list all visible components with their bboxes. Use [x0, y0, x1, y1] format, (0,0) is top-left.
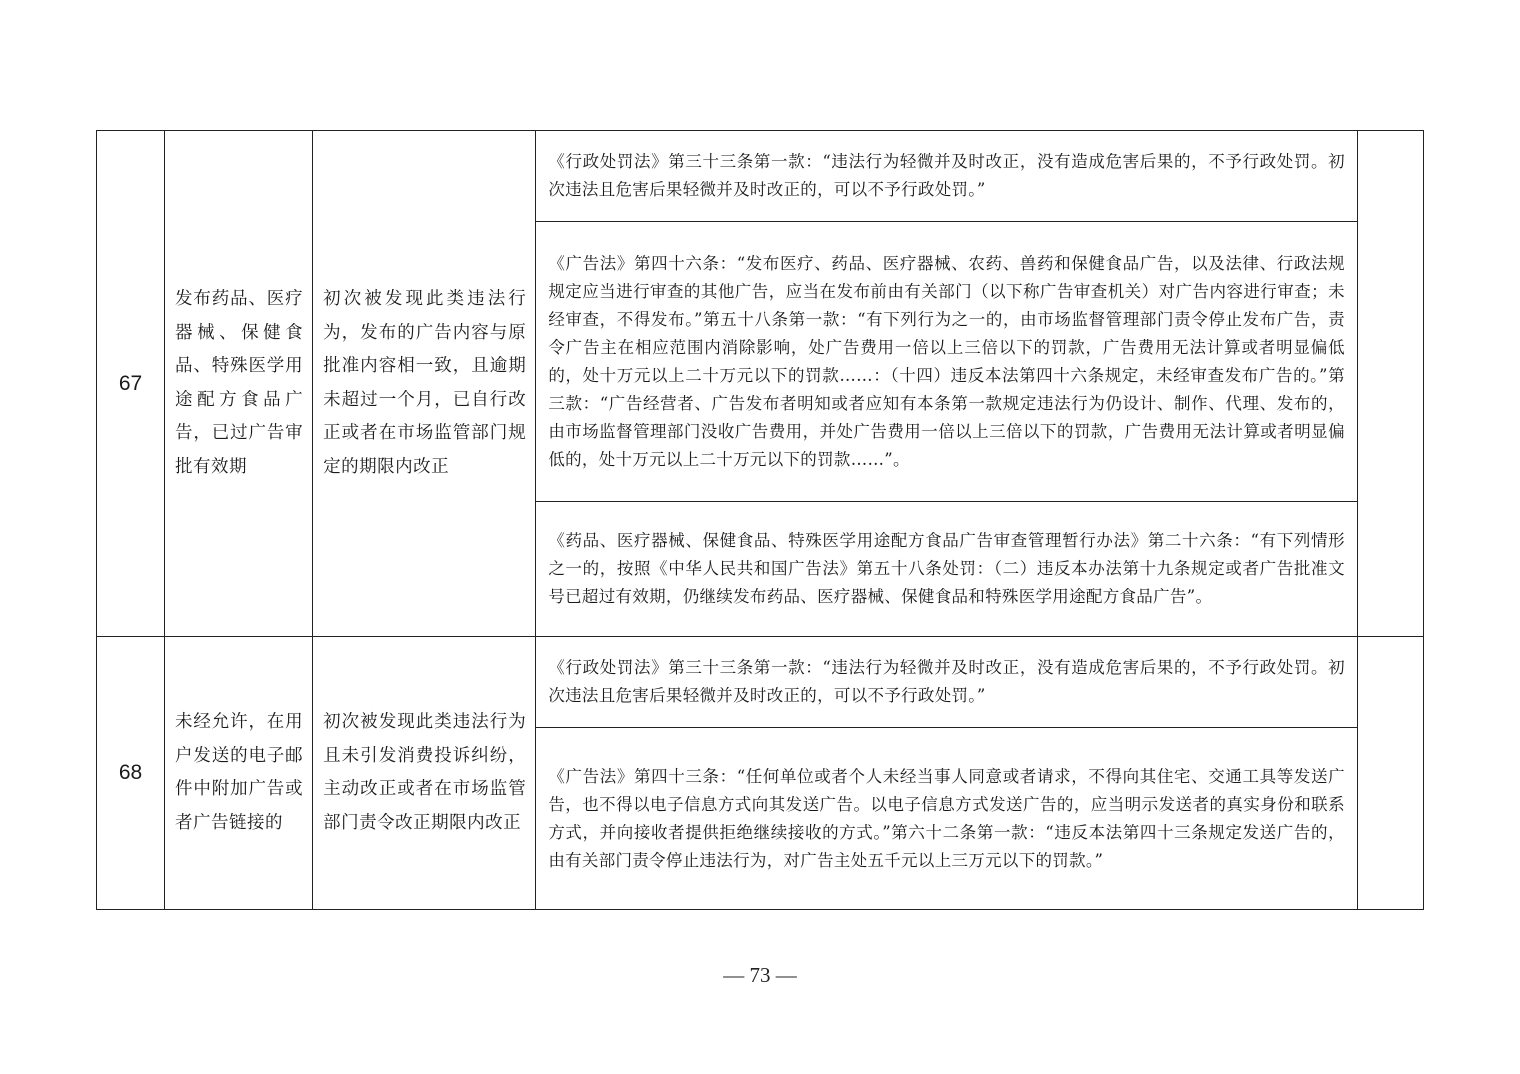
remarks-cell	[1357, 131, 1423, 637]
legal-basis-cell: 《行政处罚法》第三十三条第一款：“违法行为轻微并及时改正，没有造成危害后果的，不予行政处罚。初次违法且危害后果轻微并及时改正的，可以不予行政处罚。”	[536, 637, 1358, 728]
row-number: 68	[97, 637, 165, 910]
violation-item: 发布药品、医疗器械、保健食品、特殊医学用途配方食品广告，已过广告审批有效期	[165, 131, 313, 637]
exemption-condition: 初次被发现此类违法行为且未引发消费投诉纠纷，主动改正或者在市场监管部门责令改正期限内改正	[313, 637, 536, 910]
page-number: — 73 —	[723, 963, 797, 987]
violation-item: 未经允许，在用户发送的电子邮件中附加广告或者广告链接的	[165, 637, 313, 910]
legal-basis-cell: 《广告法》第四十三条：“任何单位或者个人未经当事人同意或者请求，不得向其住宅、交通工具等发送广告，也不得以电子信息方式向其发送广告。以电子信息方式发送广告的，应当明示发送者的真实身份和联系方式，并向接收者提供拒绝继续接收的方式。”第六十二条第一款：“违反本法第四十三条规定发送广告的，由有关部门责令停止违法行为，对广告主处五千元以上三万元以下的罚款。”	[536, 728, 1358, 910]
table-row	[97, 637, 1424, 728]
table-row	[97, 131, 1424, 222]
violation-table	[96, 130, 1424, 910]
legal-basis-cell: 《药品、医疗器械、保健食品、特殊医学用途配方食品广告审查管理暂行办法》第二十六条：“有下列情形之一的，按照《中华人民共和国广告法》第五十八条处罚：（二）违反本办法第十九条规定或者广告批准文号已超过有效期，仍继续发布药品、医疗器械、保健食品和特殊医学用途配方食品广告”。	[536, 502, 1358, 637]
legal-basis-cell: 《行政处罚法》第三十三条第一款：“违法行为轻微并及时改正，没有造成危害后果的，不予行政处罚。初次违法且危害后果轻微并及时改正的，可以不予行政处罚。”	[536, 131, 1358, 222]
legal-basis-cell: 《广告法》第四十六条：“发布医疗、药品、医疗器械、农药、兽药和保健食品广告，以及法律、行政法规规定应当进行审查的其他广告，应当在发布前由有关部门（以下称广告审查机关）对广告内容进行审查；未经审查，不得发布。”第五十八条第一款：“有下列行为之一的，由市场监督管理部门责令停止发布广告，责令广告主在相应范围内消除影响，处广告费用一倍以上三倍以下的罚款，广告费用无法计算或者明显偏低的，处十万元以上二十万元以下的罚款……：（十四）违反本法第四十六条规定，未经审查发布广告的。”第三款：“广告经营者、广告发布者明知或者应知有本条第一款规定违法行为仍设计、制作、代理、发布的，由市场监督管理部门没收广告费用，并处广告费用一倍以上三倍以下的罚款，广告费用无法计算或者明显偏低的，处十万元以上二十万元以下的罚款……”。	[536, 222, 1358, 502]
exemption-condition: 初次被发现此类违法行为，发布的广告内容与原批准内容相一致，且逾期未超过一个月，已自行改正或者在市场监管部门规定的期限内改正	[313, 131, 536, 637]
remarks-cell	[1357, 637, 1423, 910]
row-number: 67	[97, 131, 165, 637]
